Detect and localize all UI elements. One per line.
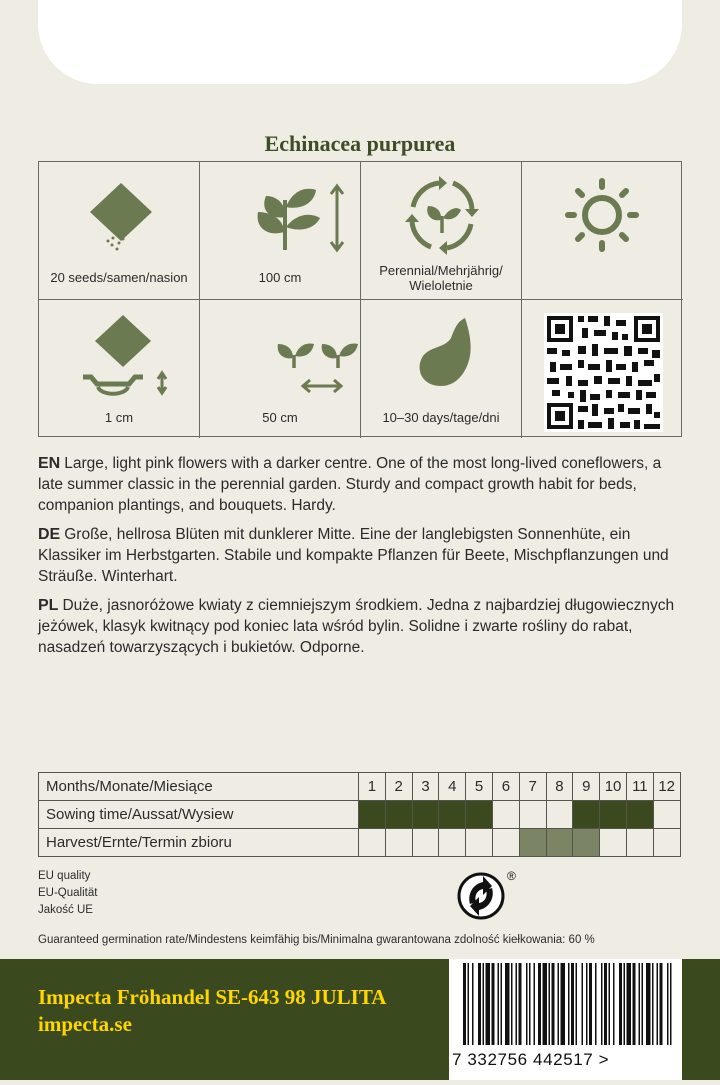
lang-code-de: DE <box>38 526 61 543</box>
height-caption: 100 cm <box>258 270 302 285</box>
sowing-month-2 <box>385 801 412 829</box>
germination-rate: Guaranteed germination rate/Mindestens keimfähig bis/Minimalna gwarantowana zdolność kiełkowania: 60 % <box>38 934 595 946</box>
sowing-month-1 <box>359 801 386 829</box>
month-2: 2 <box>385 773 412 801</box>
description-de-text: Große, hellrosa Blüten mit dunklerer Mitte. Eine der langlebigsten Sonnenhüte, ein Klassiker im Herbstgarten. Stabile und kompakte Pflanzen für Beete, Mischpflanzungen und Sträuße. Winterhart. <box>38 526 669 585</box>
qr-cell <box>522 300 683 438</box>
description-en-text: Large, light pink flowers with a darker centre. One of the most long-lived coneflowers, a late summer classic in the perennial garden. Sturdy and compact growth habit for beds, companion plantings, and bouquets. Hardy. <box>38 455 662 514</box>
month-9: 9 <box>573 773 600 801</box>
registered-mark: ® <box>507 869 516 883</box>
harvest-month-1 <box>359 829 386 857</box>
sowing-month-3 <box>412 801 439 829</box>
life-cycle-cell <box>361 162 522 300</box>
harvest-month-6 <box>492 829 519 857</box>
website-link[interactable]: impecta.se <box>38 1012 132 1036</box>
harvest-month-8 <box>546 829 573 857</box>
month-7: 7 <box>519 773 546 801</box>
icon-grid <box>38 161 682 437</box>
month-3: 3 <box>412 773 439 801</box>
sowing-calendar <box>38 772 681 857</box>
sowing-month-4 <box>439 801 466 829</box>
lang-code-pl: PL <box>38 597 59 614</box>
sowing-month-6 <box>492 801 519 829</box>
harvest-month-11 <box>626 829 653 857</box>
depth-cell <box>39 300 200 438</box>
germination-cell <box>361 300 522 438</box>
sowing-month-7 <box>519 801 546 829</box>
months-row <box>39 773 681 801</box>
harvest-month-7 <box>519 829 546 857</box>
month-4: 4 <box>439 773 466 801</box>
sowing-row <box>39 801 681 829</box>
seeds-cell <box>39 162 200 300</box>
spacing-cell <box>200 300 361 438</box>
month-12: 12 <box>653 773 680 801</box>
green-dot-recycle-icon <box>457 868 521 924</box>
life-cycle-line-2: Wieloletnie <box>409 278 473 293</box>
sowing-month-8 <box>546 801 573 829</box>
sowing-month-11 <box>626 801 653 829</box>
sun-cell <box>522 162 683 300</box>
life-cycle-line-1: Perennial/Mehrjährig/ <box>379 263 503 278</box>
company-address: Impecta Fröhandel SE-643 98 JULITA <box>38 985 387 1009</box>
months-label: Months/Monate/Miesiące <box>39 773 359 801</box>
harvest-month-3 <box>412 829 439 857</box>
harvest-month-5 <box>466 829 493 857</box>
hanger-cutout <box>38 0 682 84</box>
description-pl-text: Duże, jasnoróżowe kwiaty z ciemniejszym środkiem. Jedna z najbardziej długowiecznych jeżówek, klasyk kwitnący pod koniec lata wśród bylin. Solidne i zwarte rośliny do rabat, nasadzeń towarzyszących i bukietów. Odporne. <box>38 597 675 656</box>
harvest-month-10 <box>600 829 627 857</box>
month-5: 5 <box>466 773 493 801</box>
harvest-label: Harvest/Ernte/Termin zbioru <box>39 829 359 857</box>
harvest-month-12 <box>653 829 680 857</box>
sun-icon <box>522 162 683 300</box>
sowing-month-12 <box>653 801 680 829</box>
month-11: 11 <box>626 773 653 801</box>
depth-caption: 1 cm <box>104 410 134 425</box>
sowing-month-10 <box>600 801 627 829</box>
barcode-digits: 7 332756 442517 > <box>452 1050 610 1069</box>
germination-caption: 10–30 days/tage/dni <box>382 410 500 425</box>
description-pl <box>38 595 682 658</box>
product-title: Echinacea purpurea <box>264 131 456 156</box>
sowing-label: Sowing time/Aussat/Wysiew <box>39 801 359 829</box>
eu-quality <box>38 868 97 919</box>
description-de <box>38 524 682 587</box>
month-10: 10 <box>600 773 627 801</box>
harvest-month-2 <box>385 829 412 857</box>
life-cycle-caption <box>361 263 521 293</box>
month-8: 8 <box>546 773 573 801</box>
height-cell <box>200 162 361 300</box>
harvest-month-4 <box>439 829 466 857</box>
description-en <box>38 453 682 516</box>
eu-quality-en: EU quality <box>38 870 91 882</box>
sowing-month-9 <box>573 801 600 829</box>
lang-code-en: EN <box>38 455 61 472</box>
harvest-month-9 <box>573 829 600 857</box>
eu-quality-de: EU-Qualität <box>38 887 98 899</box>
seeds-caption: 20 seeds/samen/nasion <box>50 270 188 285</box>
month-6: 6 <box>492 773 519 801</box>
sowing-month-5 <box>466 801 493 829</box>
qr-code[interactable] <box>522 300 683 438</box>
harvest-row <box>39 829 681 857</box>
spacing-caption: 50 cm <box>262 410 298 425</box>
month-1: 1 <box>359 773 386 801</box>
eu-quality-pl: Jakość UE <box>38 904 93 916</box>
